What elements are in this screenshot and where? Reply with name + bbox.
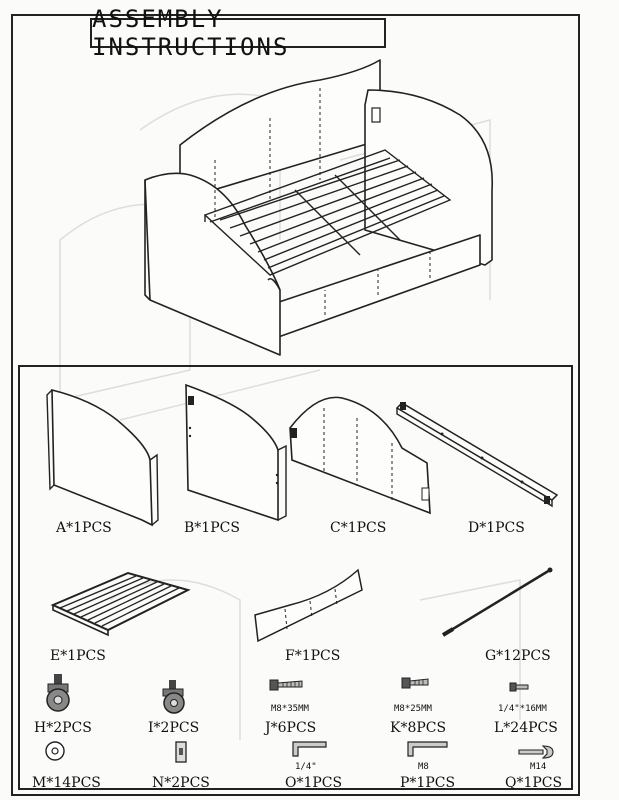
part-n-label: N*2PCS	[152, 775, 210, 791]
part-f-trundle-panel-illustration	[250, 565, 370, 645]
page-title: ASSEMBLY INSTRUCTIONS	[90, 18, 386, 48]
part-d-label: D*1PCS	[468, 520, 525, 536]
part-e-slat-frame-illustration	[48, 565, 193, 640]
part-b-label: B*1PCS	[184, 520, 240, 536]
part-h-caster-illustration	[38, 672, 78, 714]
part-c-label: C*1PCS	[330, 520, 387, 536]
part-g-rod-illustration	[438, 565, 558, 640]
part-k-label: K*8PCS	[390, 720, 447, 736]
part-j-spec: M8*35MM	[271, 704, 309, 714]
part-d-rail-illustration	[392, 400, 567, 515]
part-n-nut-illustration	[173, 740, 189, 764]
part-f-label: F*1PCS	[285, 648, 341, 664]
assembled-daybed-illustration	[120, 50, 520, 360]
part-q-label: Q*1PCS	[505, 775, 563, 791]
part-k-bolt-illustration	[400, 674, 432, 692]
part-o-allen-key-illustration	[290, 738, 330, 760]
part-a-left-panel-illustration	[42, 385, 172, 530]
part-p-label: P*1PCS	[400, 775, 456, 791]
part-m-washer-illustration	[44, 740, 66, 762]
part-o-spec: 1/4"	[295, 762, 317, 772]
part-p-allen-key-illustration	[405, 738, 451, 760]
part-h-label: H*2PCS	[34, 720, 92, 736]
part-q-wrench-illustration	[515, 742, 555, 762]
part-j-label: J*6PCS	[265, 720, 317, 736]
part-m-label: M*14PCS	[32, 775, 101, 791]
part-l-label: L*24PCS	[494, 720, 558, 736]
part-g-label: G*12PCS	[485, 648, 551, 664]
part-l-spec: 1/4"*16MM	[498, 704, 547, 714]
part-k-spec: M8*25MM	[394, 704, 432, 714]
part-o-label: O*1PCS	[285, 775, 343, 791]
part-a-label: A*1PCS	[56, 520, 112, 536]
part-p-spec: M8	[418, 762, 429, 772]
part-l-screw-illustration	[508, 680, 530, 694]
part-i-caster-illustration	[155, 678, 193, 716]
part-q-spec: M14	[530, 762, 547, 772]
part-j-bolt-illustration	[268, 676, 306, 694]
part-i-label: I*2PCS	[148, 720, 200, 736]
part-e-label: E*1PCS	[50, 648, 106, 664]
